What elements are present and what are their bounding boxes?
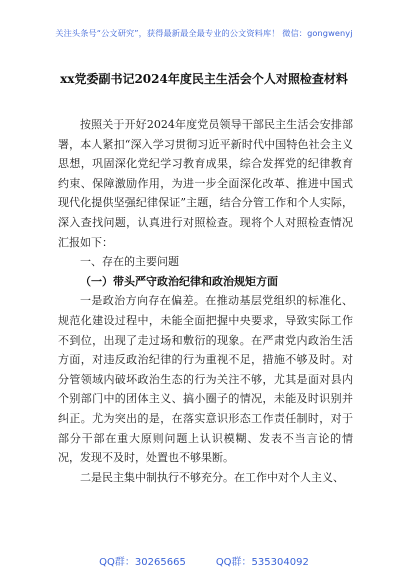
paragraph-2: 二是民主集中制执行不够充分。在工作中对个人主义、 [80, 470, 344, 484]
subsection-heading: （一）带头严守政治纪律和政治规矩方面 [80, 274, 278, 288]
footer [0, 553, 408, 568]
section-heading: 一、存在的主要问题 [80, 255, 179, 269]
header-note: 关注头条号“公文研究”，获得最新最全最专业的公文资料库！ 微信：gongwenyj [55, 28, 353, 38]
intro-paragraph: 按照关于开好2024年度党员领导干部民主生活会安排部署，本人紧扣“深入学习贯彻习近平新时代中国特色社会主义思想，巩固深化党纪学习教育成果，综合发挥党的纪律教育约束、保障激励作用，为进一步全面深化改革、推进中国式现代化提供坚强纪律保证”主题，结合分管工作和个人实际，深入查找问题，认真进行对照检查。现将个人对照检查情况汇报如下： [58, 118, 353, 249]
page-title: xx党委副书记2024年度民主生活会个人对照检查材料 [60, 72, 348, 86]
footer-qq-group-2: QQ群：535304092 [215, 557, 309, 568]
document-body [58, 115, 353, 487]
paragraph-1: 一是政治方向存在偏差。在推动基层党组织的标准化、规范化建设过程中，未能全面把握中央要求，导致实际工作不到位，出现了走过场和敷衍的现象。在严肃党内政治生活方面，对违反政治纪律的行为重视不足，措施不够及时。对分管领域内破坏政治生态的行为关注不够，尤其是面对县内个别部门中的团体主义、搞小圈子的情况，未能及时识别并纠正。尤为突出的是，在落实意识形态工作责任制时，对于部分干部在重大原则问题上认识模糊、发表不当言论的情况，发现不及时，处置也不够果断。 [58, 294, 353, 465]
footer-qq-group-1: QQ群：30265665 [99, 557, 186, 568]
